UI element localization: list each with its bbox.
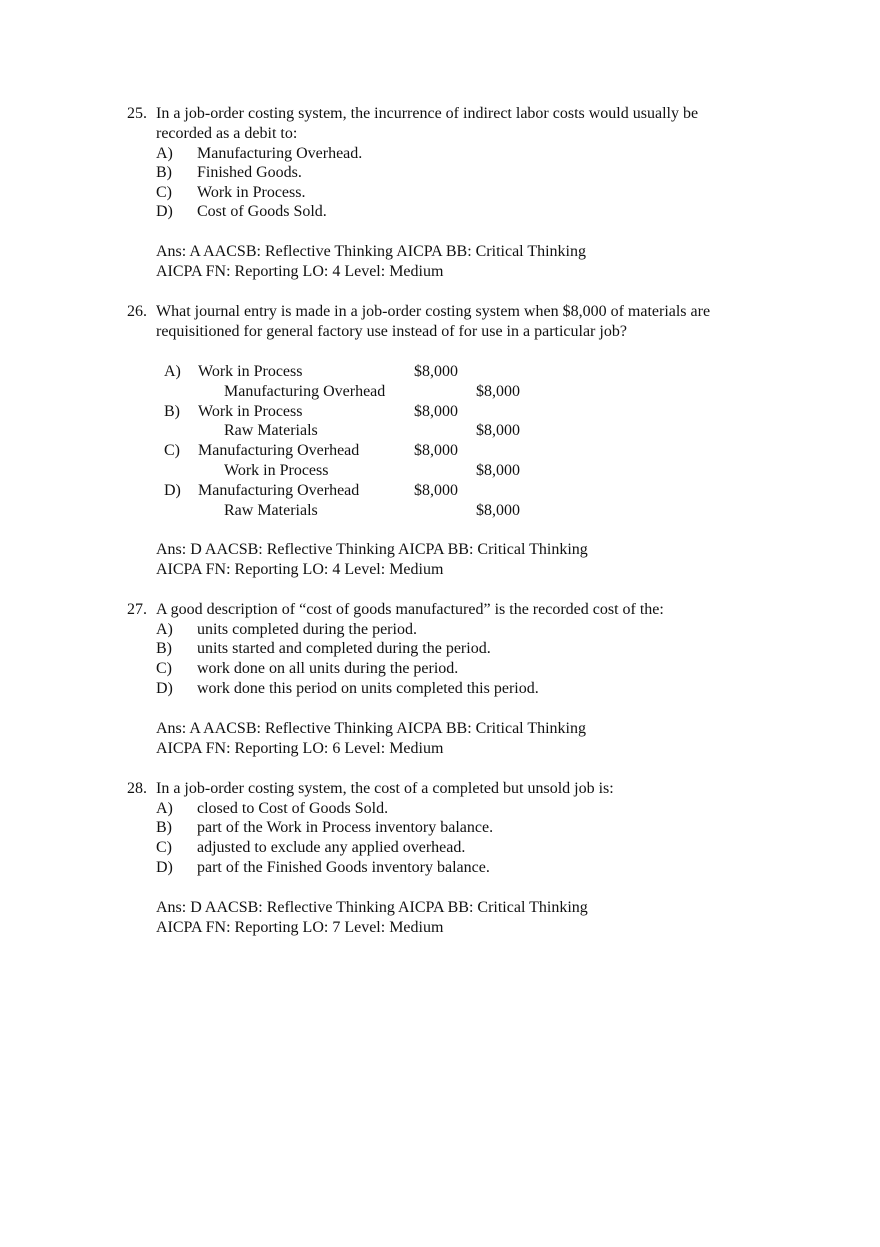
- option-text: Work in Process.: [197, 184, 306, 201]
- answer-line: [156, 719, 586, 739]
- option-text: units started and completed during the period.: [197, 640, 491, 657]
- option-letter: A): [156, 621, 173, 638]
- question-number: 27.: [127, 601, 147, 618]
- question-stem-line: In a job-order costing system, the cost of a completed but unsold job is:: [156, 780, 614, 797]
- credit-amount: $8,000: [476, 462, 520, 479]
- level-tag: Level: Medium: [344, 263, 444, 280]
- question-number: 28.: [127, 780, 147, 797]
- question-stem-line: requisitioned for general factory use instead of for use in a particular job?: [156, 323, 627, 340]
- debit-amount: $8,000: [414, 363, 458, 380]
- option-letter: C): [156, 839, 172, 856]
- option-text: part of the Finished Goods inventory balance.: [197, 859, 490, 876]
- aicpa-bb-tag: AICPA BB: Critical Thinking: [397, 899, 588, 916]
- option-text: adjusted to exclude any applied overhead.: [197, 839, 466, 856]
- aicpa-bb-tag: AICPA BB: Critical Thinking: [397, 541, 588, 558]
- aicpa-bb-tag: AICPA BB: Critical Thinking: [396, 720, 586, 737]
- lo-tag: LO: 6: [302, 740, 341, 757]
- option-letter: D): [164, 482, 181, 499]
- option-letter: B): [156, 640, 172, 657]
- question-stem-line: A good description of “cost of goods manufactured” is the recorded cost of the:: [156, 601, 664, 618]
- option-letter: A): [156, 145, 173, 162]
- meta-line: [156, 262, 443, 282]
- question-stem-line: recorded as a debit to:: [156, 125, 298, 142]
- option-letter: B): [156, 164, 172, 181]
- option-letter: D): [156, 680, 173, 697]
- question-stem-line: In a job-order costing system, the incurrence of indirect labor costs would usually be: [156, 105, 699, 122]
- answer-line: [156, 540, 588, 560]
- meta-line: [156, 560, 443, 580]
- option-letter: B): [156, 819, 172, 836]
- debit-account: Work in Process: [198, 363, 303, 380]
- aicpa-fn-tag: AICPA FN: Reporting: [156, 919, 299, 936]
- answer-key: Ans: D: [156, 899, 202, 916]
- aicpa-fn-tag: AICPA FN: Reporting: [156, 740, 299, 757]
- aacsb-tag: AACSB: Reflective Thinking: [203, 720, 394, 737]
- option-text: work done on all units during the period.: [197, 660, 459, 677]
- option-letter: B): [164, 403, 180, 420]
- lo-tag: LO: 4: [302, 263, 341, 280]
- credit-account: Raw Materials: [224, 502, 318, 519]
- debit-amount: $8,000: [414, 403, 458, 420]
- credit-amount: $8,000: [476, 422, 520, 439]
- meta-line: [156, 739, 443, 759]
- option-text: closed to Cost of Goods Sold.: [197, 800, 389, 817]
- lo-tag: LO: 7: [302, 919, 341, 936]
- question-number: 26.: [127, 303, 147, 320]
- option-text: Cost of Goods Sold.: [197, 203, 327, 220]
- option-letter: D): [156, 203, 173, 220]
- aacsb-tag: AACSB: Reflective Thinking: [204, 541, 395, 558]
- answer-key: Ans: A: [156, 243, 201, 260]
- aacsb-tag: AACSB: Reflective Thinking: [203, 243, 394, 260]
- option-letter: C): [156, 660, 172, 677]
- level-tag: Level: Medium: [344, 740, 444, 757]
- credit-account: Manufacturing Overhead: [224, 383, 386, 400]
- debit-account: Work in Process: [198, 403, 303, 420]
- credit-amount: $8,000: [476, 383, 520, 400]
- answer-line: [156, 242, 586, 262]
- aicpa-fn-tag: AICPA FN: Reporting: [156, 561, 299, 578]
- option-letter: C): [164, 442, 180, 459]
- option-text: units completed during the period.: [197, 621, 417, 638]
- option-text: Finished Goods.: [197, 164, 302, 181]
- option-text: part of the Work in Process inventory balance.: [197, 819, 494, 836]
- answer-key: Ans: A: [156, 720, 201, 737]
- debit-amount: $8,000: [414, 442, 458, 459]
- level-tag: Level: Medium: [344, 561, 444, 578]
- debit-account: Manufacturing Overhead: [198, 482, 360, 499]
- meta-line: [156, 918, 443, 938]
- option-letter: A): [164, 363, 181, 380]
- option-letter: A): [156, 800, 173, 817]
- option-letter: C): [156, 184, 172, 201]
- aacsb-tag: AACSB: Reflective Thinking: [204, 899, 395, 916]
- answer-line: [156, 898, 588, 918]
- credit-account: Raw Materials: [224, 422, 318, 439]
- level-tag: Level: Medium: [344, 919, 444, 936]
- option-text: work done this period on units completed this period.: [197, 680, 539, 697]
- debit-amount: $8,000: [414, 482, 458, 499]
- credit-account: Work in Process: [224, 462, 329, 479]
- option-letter: D): [156, 859, 173, 876]
- question-number: 25.: [127, 105, 147, 122]
- question-stem-line: What journal entry is made in a job-order costing system when $8,000 of materials are: [156, 303, 711, 320]
- aicpa-fn-tag: AICPA FN: Reporting: [156, 263, 299, 280]
- credit-amount: $8,000: [476, 502, 520, 519]
- aicpa-bb-tag: AICPA BB: Critical Thinking: [396, 243, 586, 260]
- lo-tag: LO: 4: [302, 561, 341, 578]
- answer-key: Ans: D: [156, 541, 202, 558]
- debit-account: Manufacturing Overhead: [198, 442, 360, 459]
- option-text: Manufacturing Overhead.: [197, 145, 363, 162]
